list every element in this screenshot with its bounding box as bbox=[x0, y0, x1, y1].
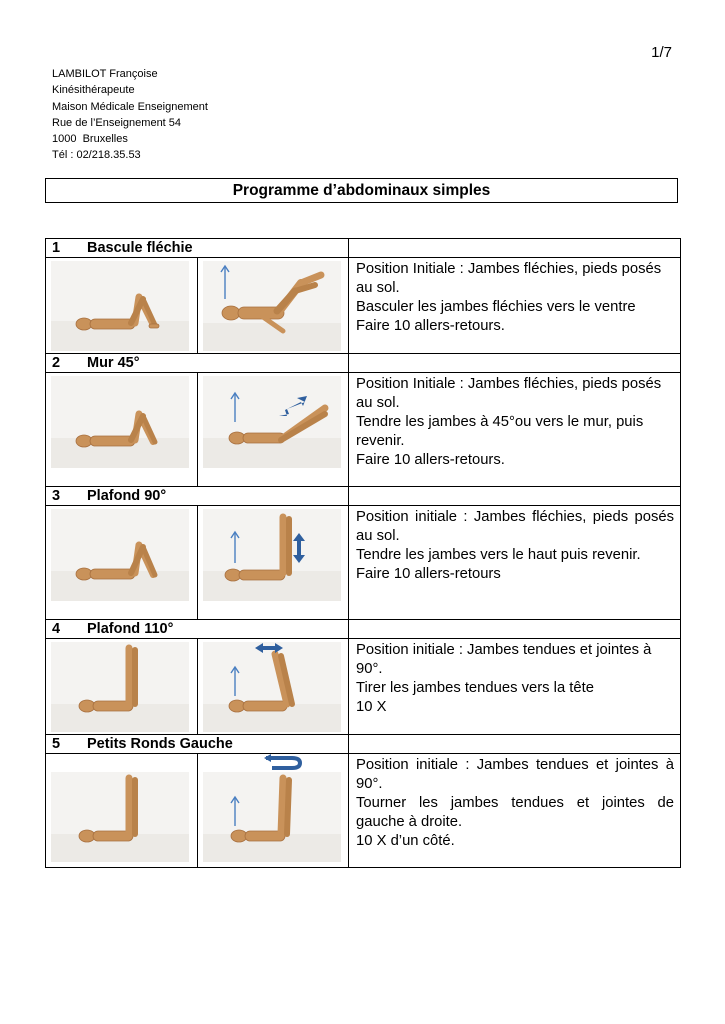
exercise-number: 2 bbox=[52, 355, 61, 371]
photo-figure-legs-110 bbox=[203, 642, 341, 732]
photo-figure-legs-45 bbox=[203, 376, 341, 468]
exercise-number: 1 bbox=[52, 240, 61, 256]
page-number: 1/7 bbox=[651, 44, 672, 61]
exercise-body-row bbox=[46, 639, 681, 735]
author-name: LAMBILOT Françoise bbox=[52, 68, 158, 80]
movement-photo bbox=[198, 639, 349, 735]
exercise-body-row bbox=[46, 754, 681, 868]
exercise-table bbox=[45, 238, 681, 868]
start-position-photo bbox=[46, 639, 198, 735]
exercise-header-row bbox=[46, 735, 681, 754]
exercise-name: Plafond 110° bbox=[87, 621, 174, 637]
exercise-title bbox=[46, 487, 349, 506]
movement-photo bbox=[198, 506, 349, 620]
photo-figure-legs-90 bbox=[51, 642, 189, 732]
exercise-header-row bbox=[46, 354, 681, 373]
start-position-photo bbox=[46, 506, 198, 620]
exercise-description: Position Initiale : Jambes fléchies, pieds posés au sol. Basculer les jambes fléchies vers le ventre Faire 10 allers-retours. bbox=[349, 258, 681, 354]
exercise-title bbox=[46, 620, 349, 639]
photo-figure-bent-knees bbox=[51, 376, 189, 468]
exercise-name: Mur 45° bbox=[87, 355, 140, 371]
exercise-name: Plafond 90° bbox=[87, 488, 167, 504]
author-profession: Kinésithérapeute bbox=[52, 84, 135, 97]
exercise-description: Position initiale : Jambes tendues et jointes à 90°. Tourner les jambes tendues et jointes de gauche à droite. 10 X d’un côté. bbox=[349, 754, 681, 868]
exercise-name: Bascule fléchie bbox=[87, 240, 193, 256]
exercise-title bbox=[46, 354, 349, 373]
exercise-body-row bbox=[46, 373, 681, 487]
movement-photo bbox=[198, 373, 349, 487]
exercise-description: Position initiale : Jambes fléchies, pieds posés au sol. Tendre les jambes vers le haut puis revenir. Faire 10 allers-retours bbox=[349, 506, 681, 620]
start-position-photo bbox=[46, 258, 198, 354]
photo-figure-bent-knees bbox=[51, 261, 189, 351]
city: 1000 Bruxelles bbox=[52, 133, 128, 146]
exercise-body-row bbox=[46, 258, 681, 354]
exercise-header-row bbox=[46, 620, 681, 639]
photo-figure-knees-to-chest bbox=[203, 261, 341, 351]
exercise-body-row bbox=[46, 506, 681, 620]
exercise-name: Petits Ronds Gauche bbox=[87, 736, 233, 752]
photo-figure-bent-knees bbox=[51, 509, 189, 601]
page-title: Programme d’abdominaux simples bbox=[45, 178, 678, 203]
photo-figure-leg-circles bbox=[203, 772, 341, 862]
street-address: Rue de l’Enseignement 54 bbox=[52, 116, 182, 129]
exercise-header-row bbox=[46, 487, 681, 506]
exercise-title bbox=[46, 239, 349, 258]
start-position-photo bbox=[46, 373, 198, 487]
exercise-number: 5 bbox=[52, 736, 61, 752]
exercise-title bbox=[46, 735, 349, 754]
exercise-header-row bbox=[46, 239, 681, 258]
exercise-number: 4 bbox=[52, 621, 61, 637]
photo-figure-legs-90 bbox=[51, 772, 189, 862]
movement-photo bbox=[198, 754, 349, 868]
address-block bbox=[52, 66, 208, 164]
exercise-description: Position initiale : Jambes tendues et jointes à 90°. Tirer les jambes tendues vers la tête 10 X bbox=[349, 639, 681, 735]
start-position-photo bbox=[46, 754, 198, 868]
exercise-description: Position Initiale : Jambes fléchies, pieds posés au sol. Tendre les jambes à 45°ou vers le mur, puis revenir. Faire 10 allers-retours. bbox=[349, 373, 681, 487]
practice-name: Maison Médicale Enseignement bbox=[52, 100, 208, 113]
exercise-number: 3 bbox=[52, 488, 61, 504]
phone: Tél : 02/218.35.53 bbox=[52, 149, 141, 162]
photo-figure-legs-90 bbox=[203, 509, 341, 601]
rotation-arrow-icon bbox=[262, 754, 302, 772]
movement-photo bbox=[198, 258, 349, 354]
